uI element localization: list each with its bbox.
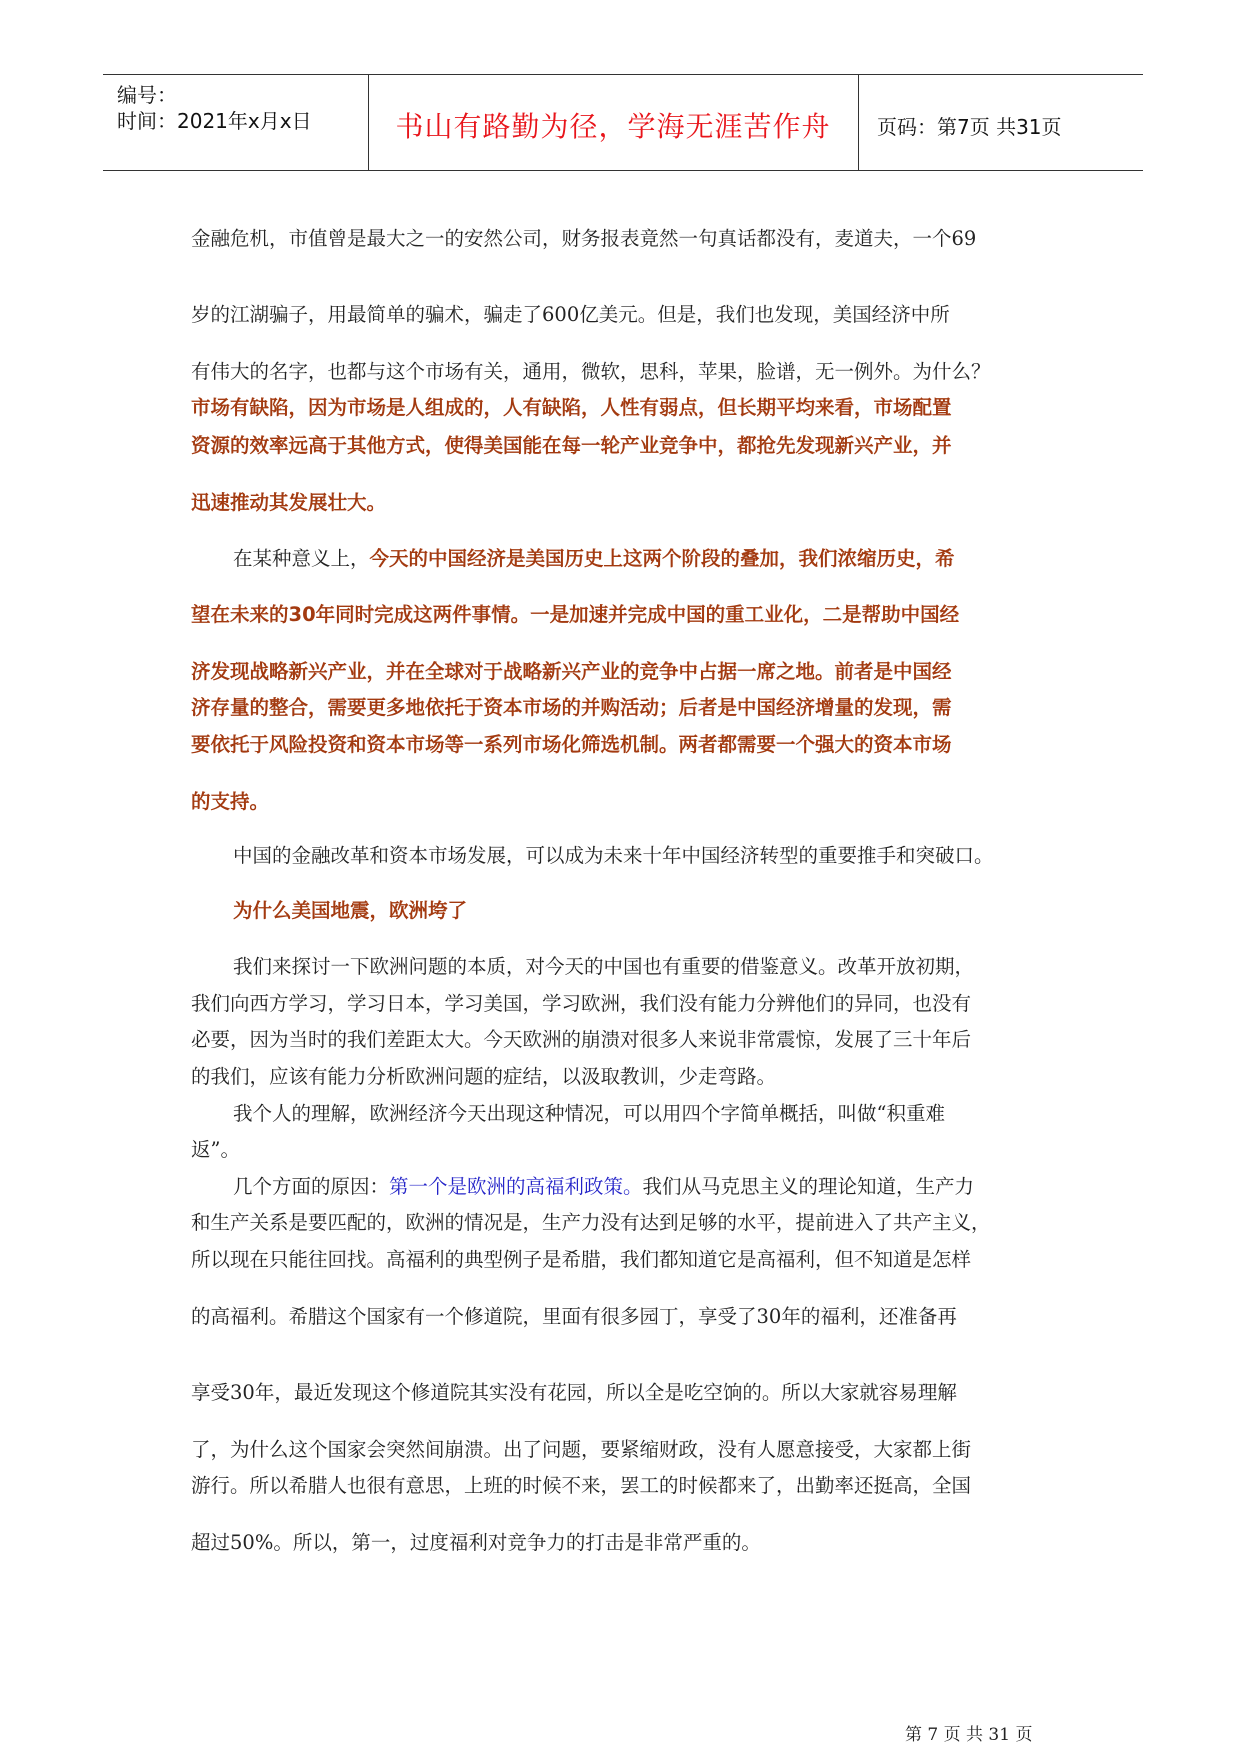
text-line: 游行。所以希腊人也很有意思，上班的时候不来，罢工的时候都来了，出勤率还挺高，全国: [191, 1474, 972, 1497]
text-line: 超过50%。所以，第一，过度福利对竞争力的打击是非常严重的。: [191, 1531, 761, 1554]
emphasis-segment: 今天的中国经济是美国历史上这两个阶段的叠加，我们浓缩历史，希: [369, 547, 955, 570]
text-line: 岁的江湖骗子，用最简单的骗术，骗走了600亿美元。但是，我们也发现，美国经济中所: [191, 303, 950, 326]
serial-label: 编号：: [117, 83, 177, 107]
emphasis-line: 市场有缺陷，因为市场是人组成的，人有缺陷，人性有弱点，但长期平均来看，市场配置: [191, 396, 952, 419]
emphasis-line: 迅速推动其发展壮大。: [191, 491, 387, 514]
emphasis-line: 资源的效率远高于其他方式，使得美国能在每一轮产业竞争中，都抢先发现新兴产业，并: [191, 434, 952, 457]
text-line: 我们来探讨一下欧洲问题的本质，对今天的中国也有重要的借鉴意义。改革开放初期，: [233, 955, 975, 978]
emphasis-line: 的支持。: [191, 790, 270, 813]
header-left-cell: [103, 75, 368, 170]
text-line: 的我们，应该有能力分析欧洲问题的症结，以汲取教训，少走弯路。: [191, 1065, 777, 1088]
time-label: 时间：2021年x月x日: [117, 109, 312, 133]
emphasis-line: 望在未来的30年同时完成这两件事情。一是加速并完成中国的重工业化，二是帮助中国经: [191, 603, 960, 626]
text-line: 必要，因为当时的我们差距太大。今天欧洲的崩溃对很多人来说非常震惊，发展了三十年后: [191, 1028, 972, 1051]
emphasis-line: 济发现战略新兴产业，并在全球对于战略新兴产业的竞争中占据一席之地。前者是中国经: [191, 660, 952, 683]
text-line: 我个人的理解，欧洲经济今天出现这种情况，可以用四个字简单概括，叫做“积重难: [233, 1102, 945, 1125]
section-heading: 为什么美国地震，欧洲垮了: [233, 899, 468, 922]
text-line: 我们向西方学习，学习日本，学习美国，学习欧洲，我们没有能力分辨他们的异同，也没有: [191, 992, 972, 1015]
text-segment: 在某种意义上，: [233, 547, 370, 570]
text-line: 中国的金融改革和资本市场发展，可以成为未来十年中国经济转型的重要推手和突破口。: [233, 844, 994, 867]
text-segment: 几个方面的原因：: [233, 1175, 390, 1198]
header-right-cell: [859, 75, 1143, 170]
emphasis-line: 济存量的整合，需要更多地依托于资本市场的并购活动；后者是中国经济增量的发现，需: [191, 696, 952, 719]
motto: 书山有路勤为径，学海无涯苦作舟: [395, 110, 831, 143]
text-line: 所以现在只能往回找。高福利的典型例子是希腊，我们都知道它是高福利，但不知道是怎样: [191, 1248, 972, 1271]
page-footer: 第 7 页 共 31 页: [905, 1725, 1033, 1745]
text-line: 享受30年，最近发现这个修道院其实没有花园，所以全是吃空饷的。所以大家就容易理解: [191, 1381, 957, 1404]
header-middle-cell: [369, 75, 857, 170]
document-header: [103, 74, 1143, 171]
text-line: 了，为什么这个国家会突然间崩溃。出了问题，要紧缩财政，没有人愿意接受，大家都上街: [191, 1438, 972, 1461]
text-line: 返”。: [191, 1138, 240, 1161]
page-code: 页码：第7页 共31页: [877, 115, 1062, 139]
highlight-segment: 第一个是欧洲的高福利政策。: [389, 1175, 643, 1198]
text-line: 有伟大的名字，也都与这个市场有关，通用，微软，思科，苹果，脸谱，无一例外。为什么？: [191, 360, 991, 383]
text-line: [233, 1171, 974, 1199]
text-line: 和生产关系是要匹配的，欧洲的情况是，生产力没有达到足够的水平，提前进入了共产主义，: [191, 1211, 991, 1234]
text-line: 金融危机，市值曾是最大之一的安然公司，财务报表竟然一句真话都没有，麦道夫，一个69: [191, 227, 977, 250]
emphasis-line: 要依托于风险投资和资本市场等一系列市场化筛选机制。两者都需要一个强大的资本市场: [191, 733, 952, 756]
text-segment: 我们从马克思主义的理论知道，生产力: [642, 1175, 975, 1198]
text-line: 的高福利。希腊这个国家有一个修道院，里面有很多园丁，享受了30年的福利，还准备再: [191, 1305, 957, 1328]
text-line: [233, 543, 955, 571]
